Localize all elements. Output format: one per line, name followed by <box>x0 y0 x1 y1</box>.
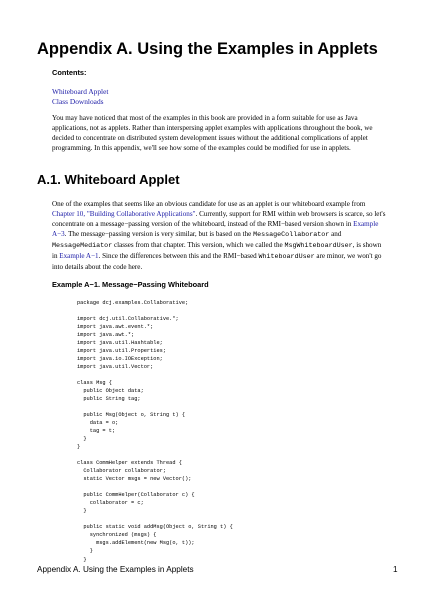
code-line: tag = t; <box>77 428 116 435</box>
code-line: public static void addMsg(Object o, String t) { <box>77 524 233 531</box>
code-line: class Msg { <box>77 380 112 387</box>
text-run: are minor, we won't go into details about the code here. <box>52 252 382 271</box>
code-line: } <box>77 508 87 515</box>
code-line: } <box>77 436 87 443</box>
code-line: public String tag; <box>77 396 141 403</box>
link-chapter-10[interactable]: Chapter 10, "Building Collaborative Applications" <box>52 210 196 218</box>
code-msg-whiteboard-user: MsgWhiteboardUser <box>284 242 353 250</box>
code-line <box>77 403 233 411</box>
code-line: collaborator = c; <box>77 500 144 507</box>
code-line: Collaborator collaborator; <box>77 468 167 475</box>
code-line: import java.util.Hashtable; <box>77 340 163 347</box>
code-line: static Vector msgs = new Vector(); <box>77 476 192 483</box>
code-line <box>77 451 233 459</box>
code-line: } <box>77 444 81 451</box>
text-run: One of the examples that seems like an obvious candidate for use as an applet is our whiteboard example from <box>52 200 366 208</box>
code-message-collaborator: MessageCollaborator <box>253 231 330 239</box>
code-line: import java.util.Properties; <box>77 348 167 355</box>
footer-title: Appendix A. Using the Examples in Applets <box>37 565 194 574</box>
text-run: and <box>329 230 342 238</box>
text-run: . Currently, support for RMI within web browsers is scarce, so let's concentrate on a message−passing version of the whiteboard, instead of the RMI−based version shown in <box>52 210 386 228</box>
code-line: public CommHelper(Collaborator c) { <box>77 492 195 499</box>
section-heading: A.1. Whiteboard Applet <box>37 172 180 187</box>
page-title: Appendix A. Using the Examples in Applets <box>37 40 378 58</box>
code-line: package dcj.examples.Collaborative; <box>77 300 189 306</box>
code-line: synchronized (msgs) { <box>77 532 157 539</box>
link-example-a3[interactable]: Example A−3 <box>52 220 379 238</box>
code-line: public Msg(Object o, String t) { <box>77 412 186 419</box>
text-run: . Since the differences between this and the RMI−based <box>98 252 259 260</box>
section-paragraph <box>52 199 386 272</box>
code-line <box>77 371 233 379</box>
code-listing <box>77 299 233 564</box>
code-line: public Object data; <box>77 388 144 395</box>
code-line: import java.util.Vector; <box>77 364 154 371</box>
code-message-mediator: MessageMediator <box>52 242 113 250</box>
example-title: Example A−1. Message−Passing Whiteboard <box>52 280 209 289</box>
code-line <box>77 515 233 523</box>
code-line: import java.awt.*; <box>77 332 135 339</box>
code-line <box>77 307 233 315</box>
contents-heading: Contents: <box>52 68 87 77</box>
code-whiteboard-user: WhiteboardUser <box>258 253 315 261</box>
code-line <box>77 483 233 491</box>
link-example-a1[interactable]: Example A−1 <box>59 252 99 260</box>
code-line: msgs.addElement(new Msg(o, t)); <box>77 540 195 547</box>
code-line: import java.io.IOException; <box>77 356 163 363</box>
page-number: 1 <box>393 565 398 574</box>
toc-link-class-downloads[interactable]: Class Downloads <box>52 97 104 106</box>
code-line: import dcj.util.Collaborative.*; <box>77 316 179 323</box>
intro-paragraph: You may have noticed that most of the examples in this book are provided in a form suitable for use as Java applications, not as applets. Rather than interspersing applet examples with applications throughout the book, we decided to concentrate on distributed system development issues without the additional complications of applet programming. In this appendix, we'll see how some of the examples could be modified for use in applets. <box>52 114 373 152</box>
toc-link-whiteboard-applet[interactable]: Whiteboard Applet <box>52 87 109 96</box>
text-run: , is shown in <box>52 241 382 260</box>
code-line: } <box>77 556 87 563</box>
code-line: import java.awt.event.*; <box>77 324 154 331</box>
code-line: data = o; <box>77 420 119 427</box>
code-line: class CommHelper extends Thread { <box>77 460 182 467</box>
text-run: . The message−passing version is very similar, but is based on the <box>64 230 254 238</box>
code-line: } <box>77 548 93 555</box>
text-run: classes from that chapter. This version, which we called the <box>112 241 285 249</box>
table-of-contents <box>52 87 108 107</box>
